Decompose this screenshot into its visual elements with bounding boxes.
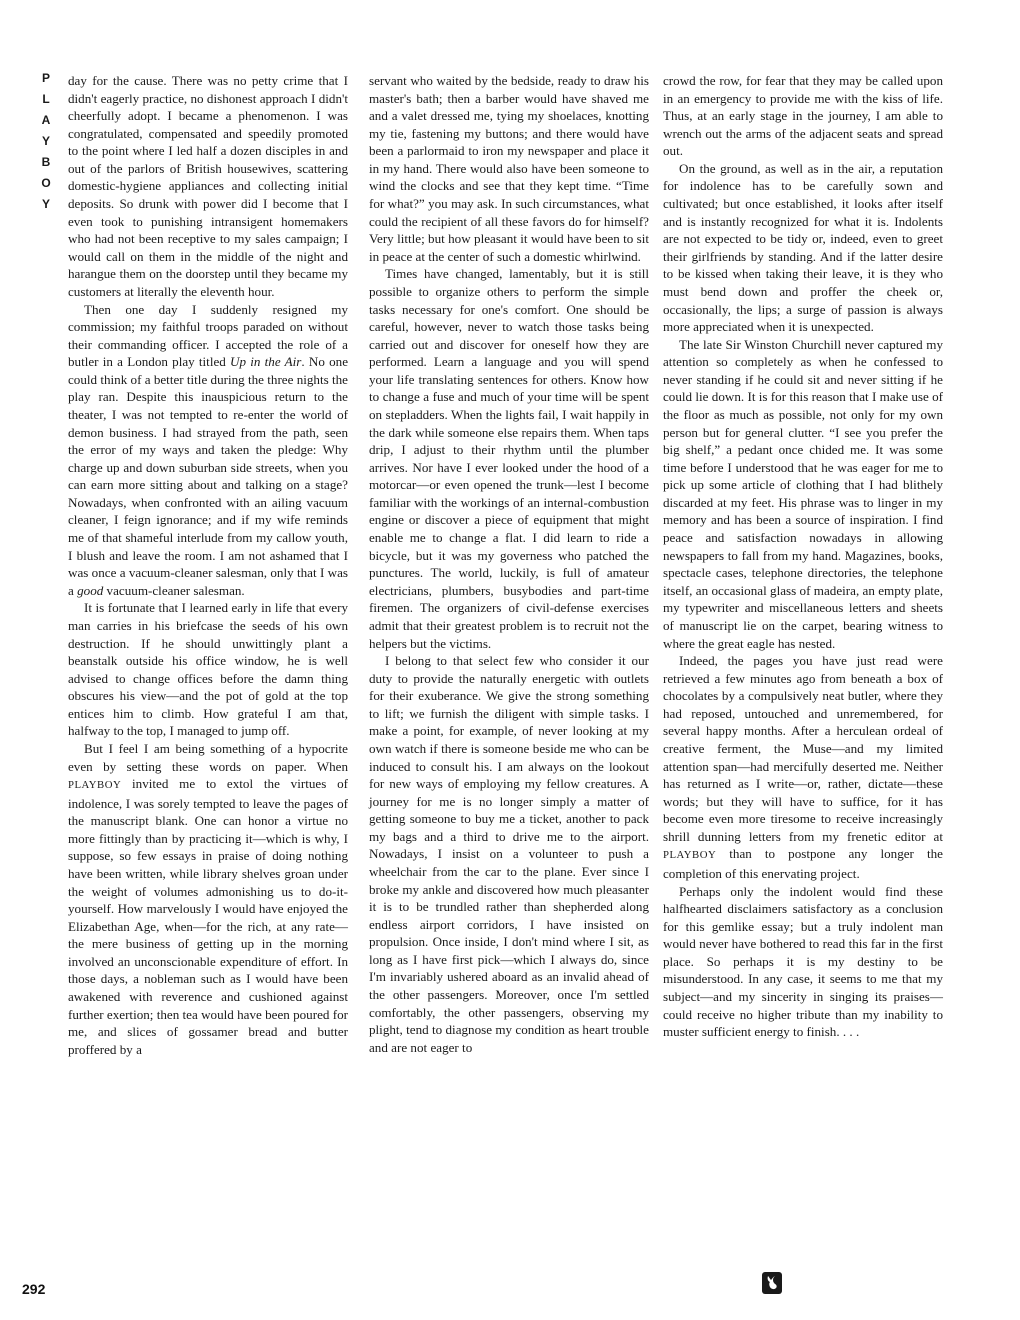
body-paragraph: But I feel I am being something of a hypocrite even by setting these words on paper. When PLAYBOY invited me to extol the virtues of indolence, I was sorely tempted to leave the pages of the manuscript blank. One can honor a virtue no more fittingly than by practicing it—which is why, I suppose, so few essays in praise of doing nothing have been written, while library shelves groan under the weight of volumes admonishing us to do-it-yourself. How marvelously I would have enjoyed the Elizabethan Age, when—for the rich, at any rate—the mere business of getting up in the morning involved an unconscionable expenditure of effort. In those days, a nobleman such as I would have been awakened with reverence and cushioned against further exertion; then tea would have been poured for me, and slices of gossamer bread and butter proffered by a: [68, 740, 348, 1057]
body-paragraph: crowd the row, for fear that they may be called upon in an emergency to provide me with the kiss of life. Thus, at an early stage in the journey, I am able to wrench out the arms of the adjacent seats and spread out.: [663, 73, 943, 159]
italic-title: Up in the Air: [230, 354, 302, 370]
running-head-letter: P: [41, 71, 50, 85]
magazine-name-inline: PLAYBOY: [663, 849, 717, 862]
body-paragraph: On the ground, as well as in the air, a reputation for indolence has to be carefully sown and cultivated; but once established, it looks after itself and is instantly recognized for what it is. Indolents are not expected to be tidy or, indeed, even to greet their girlfriends by standing. And if the latter desire to be kissed when taking their leave, it is they who must bend down and proffer the cheek or, occasionally, the lips; a surge of passion is always more appreciated when it is unexpected.: [663, 160, 943, 335]
running-head-letter: Y: [41, 134, 50, 148]
body-paragraph: The late Sir Winston Churchill never captured my attention so completely as when he confessed to never standing if he could sit and never sitting if he could lie down. It is for this reason that I make use of the floor as much as possible, not only for my own person but for general clutter. “I see you prefer the big shelf,” a pedant once chided me. It was some time before I understood that he was eager for me to pick up some article of clothing that I had blithely discarded at my feet. His phrase was to linger in my memory and has been a source of inspiration. I find peace and satisfaction nowadays in allowing newspapers to fall from my hand. Magazines, books, spectacle cases, telephone directories, the telephone itself, an occasional glass of madeira, an empty plate, my typewriter and miscellaneous letters and sheets of manuscript lie on the carpet, bearing witness to where the great eagle has nested.: [663, 336, 943, 651]
page-number: 292: [22, 1281, 46, 1297]
body-paragraph: Then one day I suddenly resigned my commission; my faithful troops paraded on without their commanding officer. I accepted the role of a butler in a London play titled Up in the Air. No one could think of a better title during the three nights the play ran. Despite this inauspicious return to the theater, I was not tempted to re-enter the world of demon business. I had strayed from the path, seen the error of my ways and taken the pledge: Why charge up and down suburban side streets, when you can earn more sitting about and talking on a stage? Nowadays, when confronted with an ailing vacuum cleaner, I feign ignorance; and if my wife reminds me of that shameful interlude from my callow youth, I blush and leave the room. I am not ashamed that I was once a vacuum-cleaner salesman, only that I was a good vacuum-cleaner salesman.: [68, 301, 349, 598]
running-head-playboy: [34, 68, 58, 215]
text-column-2: [369, 72, 649, 1302]
running-head-letter: Y: [41, 197, 50, 211]
magazine-name-inline: PLAYBOY: [68, 779, 122, 792]
body-paragraph: I belong to that select few who consider it our duty to provide the naturally energetic with outlets for their exuberance. We give the strong something to lift; we furnish the diligent with simple tasks. I make a point, for example, of never looking at my own watch if there is someone beside me who can be induced to consult his. I am always on the lookout for new ways of employing my fellow creatures. A journey for me is no longer simply a matter of getting someone to buy me a ticket, another to pack my bags and a third to drive me to the airport. Nowadays, I insist on a volunteer to push a wheelchair from the car to the plane. Ever since I broke my ankle and discovered how much pleasanter it is to be trundled rather than shepherded along endless airport corridors, I have insisted on propulsion. Once inside, I don't mind where I sit, as long as I have first pick—which I always do, since I'm invariably ushered aboard as an invalid ahead of the other passengers. Moreover, once I'm settled comfortably, the other passengers, observing my plight, tend to diagnose my condition as heart trouble and are not eager to: [369, 653, 649, 1055]
body-paragraph: servant who waited by the bedside, ready to draw his master's bath; then a barber would have shaved me and a valet dressed me, tying my shoelaces, knotting my tie, fastening my buttons; and there would have been a parlormaid to iron my newspaper and place it in my hand. There would also have been someone to wind the clocks and see that they kept time. “Time for what?” you may ask. In such circumstances, what could the recipient of all these favors do for himself? Very little; but how pleasant it would have been to sit in peace at the center of such a domestic whirlwind.: [369, 73, 649, 264]
text-column-3: [663, 72, 943, 1302]
text-column-1: [68, 72, 348, 1302]
body-paragraph: Perhaps only the indolent would find these halfhearted disclaimers satisfactory as a conclusion for this gemlike essay; but a truly indolent man would never have bothered to read this far in the first place. So perhaps it is my destiny to be misunderstood. In any case, it seems to me that my subject—and my sincerity in singing its praises—could receive no higher tribute than my inability to muster sufficient energy to finish. . . .: [663, 883, 943, 1040]
running-head-letter: B: [41, 155, 51, 169]
running-head-letter: L: [42, 92, 50, 106]
body-paragraph: Indeed, the pages you have just read were retrieved a few minutes ago from beneath a box of chocolates by a compulsively neat butler, where they had reposed, untouched and unremembered, for several happy months. After a herculean ordeal of creative ferment, the Muse—and my limited attention span—had mercifully deserted me. Neither has returned as I write—or, rather, dictate—these words; but they will have to suffice, for it has become even more tiresome to receive increasingly shrill dunning letters from my frenetic editor at PLAYBOY than to postpone any longer the completion of this enervating project.: [663, 653, 943, 882]
running-head-letter: A: [41, 113, 51, 127]
body-paragraph: It is fortunate that I learned early in life that every man carries in his briefcase the seeds of his own destruction. If he should unwittingly plant a beanstalk outside his office window, he is well advised to change offices before the damn thing obscures his view—and the pot of gold at the top entices him to climb. How grateful I am that, halfway to the top, I managed to jump off.: [68, 600, 348, 739]
italic-title: good: [77, 582, 104, 598]
body-paragraph: Times have changed, lamentably, but it is still possible to organize others to perform the simple tasks necessary for one's comfort. One should be careful, however, never to watch those tasks being carried out and discover for oneself how they are performed. Learn a language and you will spend your life translating sentences for others. Know how to change a fuse and much of your time will be spent on stepladders. When the lights fail, I wait happily in the dark while someone else repairs them. When taps drip, I adjust to their rhythm until the plumber arrives. Nor have I ever looked under the hood of a motorcar—or even opened the trunk—lest I become familiar with the workings of an internal-combustion engine or discover a piece of equipment that might enable me to change a flat. I did learn to ride a bicycle, but it was my governess who patched the punctures. The world, luckily, is full of amateur electricians, plumbers, busybodies and part-time firemen. The organizers of civil-defense exercises admit that their greatest problem is to recruit not the helpers but the victims.: [369, 266, 649, 651]
running-head-letter: O: [41, 176, 51, 190]
body-paragraph: day for the cause. There was no petty crime that I didn't eagerly practice, no dishonest approach I didn't cheerfully adopt. I became a phenomenon. I was congratulated, compensated and speedily promoted to the point where I led half a dozen disciples in and out of the parlors of British housewives, scattering domestic-hygiene appliances and collecting initial deposits. So drunk with power did I become that I even took to punishing intransigent homemakers who had not been receptive to my sales campaign; I would call on them in the middle of the night and harangue them on the doorstep until they became my customers at literally the eleventh hour.: [68, 73, 348, 299]
rabbit-head-icon: [762, 1272, 782, 1294]
